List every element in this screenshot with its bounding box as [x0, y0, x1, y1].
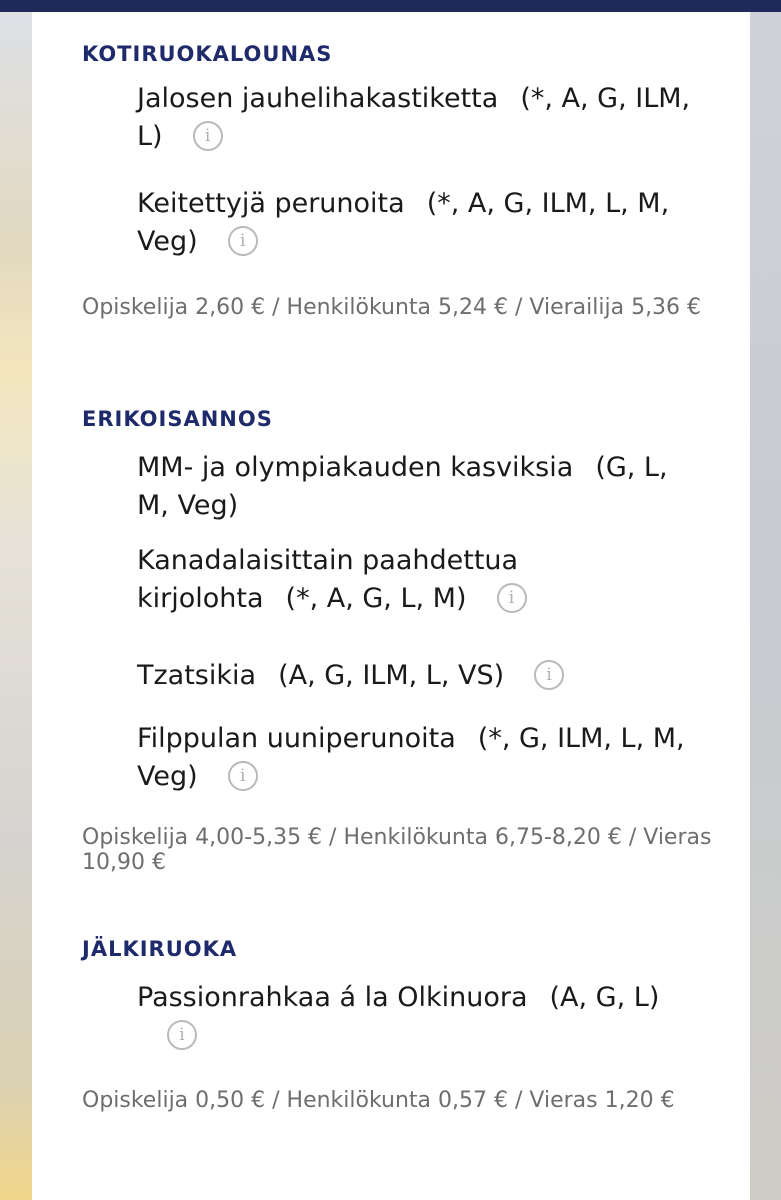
info-icon[interactable]: i [228, 761, 258, 791]
dish-diets: (*, A, G, L, M) [285, 583, 467, 614]
dish-name: Passionrahkaa á la Olkinuora [137, 982, 528, 1013]
info-icon[interactable]: i [228, 226, 258, 256]
price-info: Opiskelija 0,50 € / Henkilökunta 0,57 € / Vieras 1,20 € [82, 1088, 675, 1113]
dish-item [137, 185, 697, 261]
dish-diets: (A, G, L) [549, 982, 660, 1013]
dish-item [137, 542, 697, 618]
section-title: JÄLKIRUOKA [82, 937, 238, 961]
price-info: Opiskelija 2,60 € / Henkilökunta 5,24 € / Vierailija 5,36 € [82, 295, 702, 320]
dish-diets: (*, A, G, ILM, L) [137, 83, 691, 152]
info-icon[interactable]: i [193, 121, 223, 151]
dish-diets: (A, G, ILM, L, VS) [278, 660, 505, 691]
dish-item [137, 979, 697, 1055]
dish-diets: (G, L, M, Veg) [137, 452, 668, 521]
price-info: Opiskelija 4,00-5,35 € / Henkilökunta 6,75-8,20 € / Vieras 10,90 € [82, 825, 712, 875]
dish-name: Filppulan uuniperunoita [137, 723, 456, 754]
info-icon[interactable]: i [497, 583, 527, 613]
dish-name: MM- ja olympiakauden kasviksia [137, 452, 574, 483]
dish-diets: (*, A, G, ILM, L, M, Veg) [137, 188, 670, 257]
dish-diets: (*, G, ILM, L, M, Veg) [137, 723, 685, 792]
info-icon[interactable]: i [167, 1020, 197, 1050]
background-right [750, 12, 781, 1200]
dish-item [137, 720, 697, 796]
dish-item [137, 80, 697, 156]
background-left [0, 12, 32, 1200]
dish-name: Tzatsikia [137, 660, 257, 691]
top-nav-bar [0, 0, 781, 12]
section-title: ERIKOISANNOS [82, 407, 273, 431]
dish-name: Jalosen jauhelihakastiketta [137, 83, 499, 114]
dish-name: Keitettyjä perunoita [137, 188, 405, 219]
dish-item [137, 449, 697, 525]
info-icon[interactable]: i [534, 660, 564, 690]
menu-card [32, 12, 750, 1200]
section-title: KOTIRUOKALOUNAS [82, 42, 333, 66]
dish-name: Kanadalaisittain paahdettua kirjolohta [137, 545, 519, 614]
dish-item [137, 657, 697, 695]
